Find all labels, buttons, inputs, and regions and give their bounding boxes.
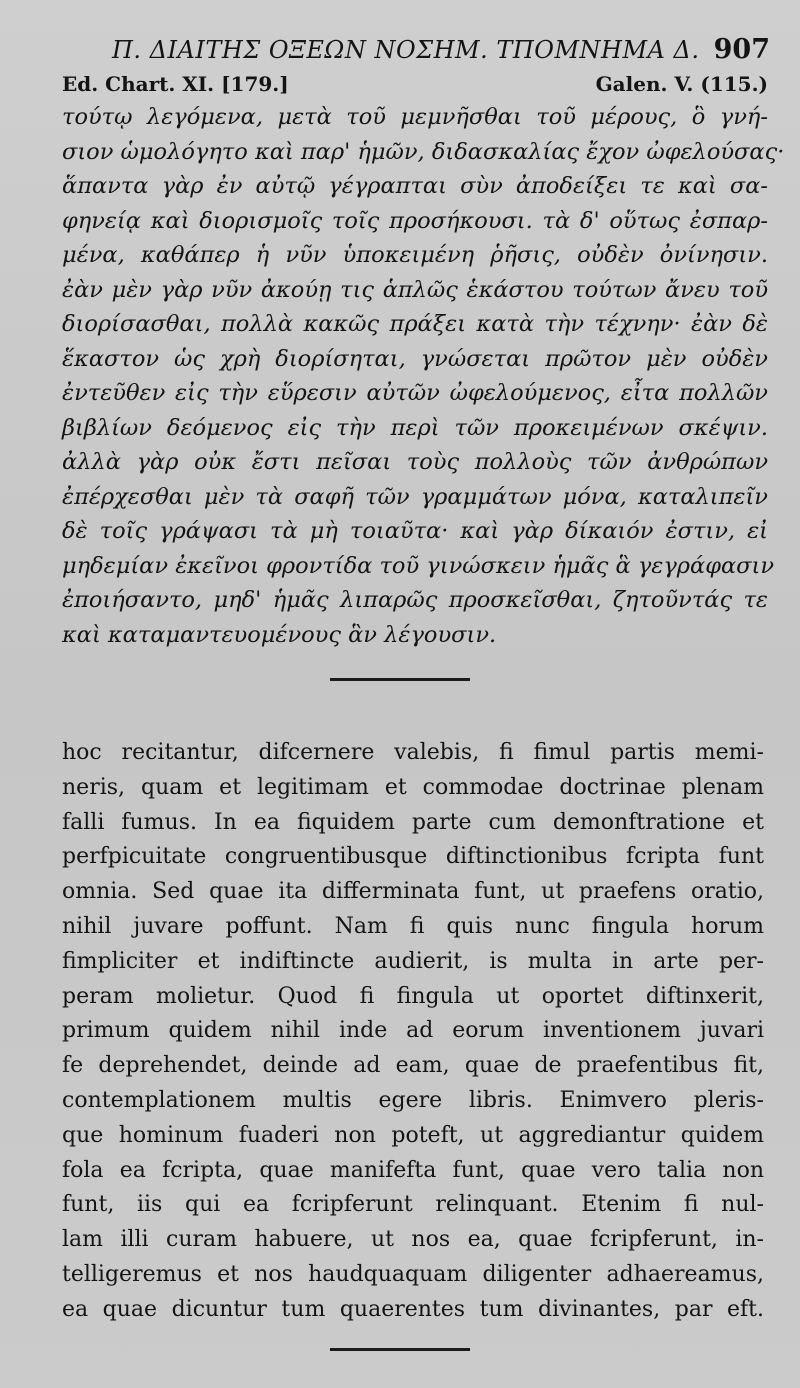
latin-line: ea quae dicuntur tum quaerentes tum divinantes, par eft. bbox=[62, 1296, 764, 1322]
end-rule bbox=[330, 1348, 470, 1351]
edition-galen: Galen. V. (115.) bbox=[595, 72, 768, 96]
latin-line: fimpliciter et indiftincte audierit, is multa in arte per- bbox=[62, 948, 764, 974]
greek-line: μηδεμίαν ἐκεῖνοι φροντίδα τοῦ γινώσκειν ἡμᾶς ἃ γεγράφασιν bbox=[62, 552, 775, 579]
running-head bbox=[62, 30, 774, 70]
latin-line: falli fumus. In ea fiquidem parte cum demonftratione et bbox=[62, 809, 764, 835]
greek-line: δὲ τοῖς γράψασι τὰ μὴ τοιαῦτα· καὶ γὰρ δίκαιόν ἐστιν, εἰ bbox=[62, 518, 768, 544]
latin-line: nihil juvare poffunt. Nam fi quis nunc fingula horum bbox=[62, 913, 764, 939]
latin-line: funt, iis qui ea fcripferunt relinquant. Etenim fi nul- bbox=[62, 1192, 764, 1218]
greek-line: ἕκαστον ὡς χρὴ διορίσηται, γνώσεται πρῶτον μὲν οὐδὲν bbox=[62, 345, 768, 372]
greek-line: καὶ καταμαντευομένους ἃν λέγουσιν. bbox=[62, 621, 497, 648]
latin-line: neris, quam et legitimam et commodae doctrinae plenam bbox=[62, 774, 764, 800]
greek-line: ἐὰν μὲν γὰρ νῦν ἀκούῃ τις ἁπλῶς ἑκάστου τούτων ἄνευ τοῦ bbox=[62, 276, 768, 303]
greek-line: μένα, καθάπερ ἡ νῦν ὑποκειμένη ῥῆσις, οὐδὲν ὀνίνησιν. bbox=[62, 242, 768, 268]
latin-line: que hominum fuaderi non poteft, ut aggrediantur quidem bbox=[62, 1122, 764, 1148]
latin-text-block bbox=[62, 736, 764, 1328]
greek-line: ἀλλὰ γὰρ οὐκ ἔστι πεῖσαι τοὺς πολλοὺς τῶν ἀνθρώπων bbox=[62, 449, 768, 475]
latin-line: telligeremus et nos haudquaquam diligenter adhaereamus, bbox=[62, 1261, 764, 1287]
edition-line bbox=[62, 72, 768, 100]
running-title: Π. ΔΙΑΙΤΗΣ ΟΞΕΩΝ ΝΟΣΗΜ. ΤΠΟΜΝΗΜΑ Δ. bbox=[112, 36, 700, 64]
greek-line: ἐντεῦθεν εἰς τὴν εὕρεσιν αὐτῶν ὠφελούμενος, εἶτα πολλῶν bbox=[62, 380, 768, 406]
latin-line: fe deprehendet, deinde ad eam, quae de praefentibus fit, bbox=[62, 1053, 764, 1079]
greek-line: διορίσασθαι, πολλὰ κακῶς πράξει κατὰ τὴν τέχνην· ἐὰν δὲ bbox=[62, 311, 768, 337]
greek-line: σιον ὡμολόγητο καὶ παρ' ἡμῶν, διδασκαλίας ἔχον ὠφελούσας· bbox=[62, 138, 785, 165]
latin-line: contemplationem multis egere libris. Enimvero pleris- bbox=[62, 1087, 764, 1113]
latin-line: hoc recitantur, difcernere valebis, fi fimul partis memi- bbox=[62, 740, 764, 765]
latin-line: primum quidem nihil inde ad eorum inventionem juvari bbox=[62, 1018, 764, 1044]
greek-line: φηνείᾳ καὶ διορισμοῖς τοῖς προσήκουσι. τὰ δ' οὕτως ἐσπαρ- bbox=[62, 207, 768, 234]
greek-line: ἐποιήσαντο, μηδ' ἡμᾶς λιπαρῶς προσκεῖσθαι, ζητοῦντάς τε bbox=[62, 587, 768, 613]
greek-text-block bbox=[62, 100, 785, 652]
greek-line: ἐπέρχεσθαι μὲν τὰ σαφῆ τῶν γραμμάτων μόνα, καταλιπεῖν bbox=[62, 483, 768, 510]
latin-line: perfpicuitate congruentibusque diftinctionibus fcripta funt bbox=[62, 844, 764, 870]
latin-line: lam illi curam habuere, ut nos ea, quae fcripferunt, in- bbox=[62, 1227, 764, 1253]
page-number: 907 bbox=[713, 34, 770, 65]
section-divider-rule bbox=[330, 678, 470, 681]
latin-line: omnia. Sed quae ita differminata funt, ut praefens oratio, bbox=[62, 879, 764, 905]
latin-line: peram molietur. Quod fi fingula ut oportet diftinxerit, bbox=[62, 983, 764, 1009]
edition-chartier: Ed. Chart. XI. [179.] bbox=[62, 72, 289, 96]
greek-line: ἅπαντα γὰρ ἐν αὐτῷ γέγραπται σὺν ἀποδείξει τε καὶ σα- bbox=[62, 173, 768, 199]
latin-line: fola ea fcripta, quae manifefta funt, quae vero talia non bbox=[62, 1157, 764, 1183]
greek-line: βιβλίων δεόμενος εἰς τὴν περὶ τῶν προκειμένων σκέψιν. bbox=[62, 414, 768, 441]
greek-line: τούτῳ λεγόμενα, μετὰ τοῦ μεμνῆσθαι τοῦ μέρους, ὃ γνή- bbox=[62, 104, 768, 130]
